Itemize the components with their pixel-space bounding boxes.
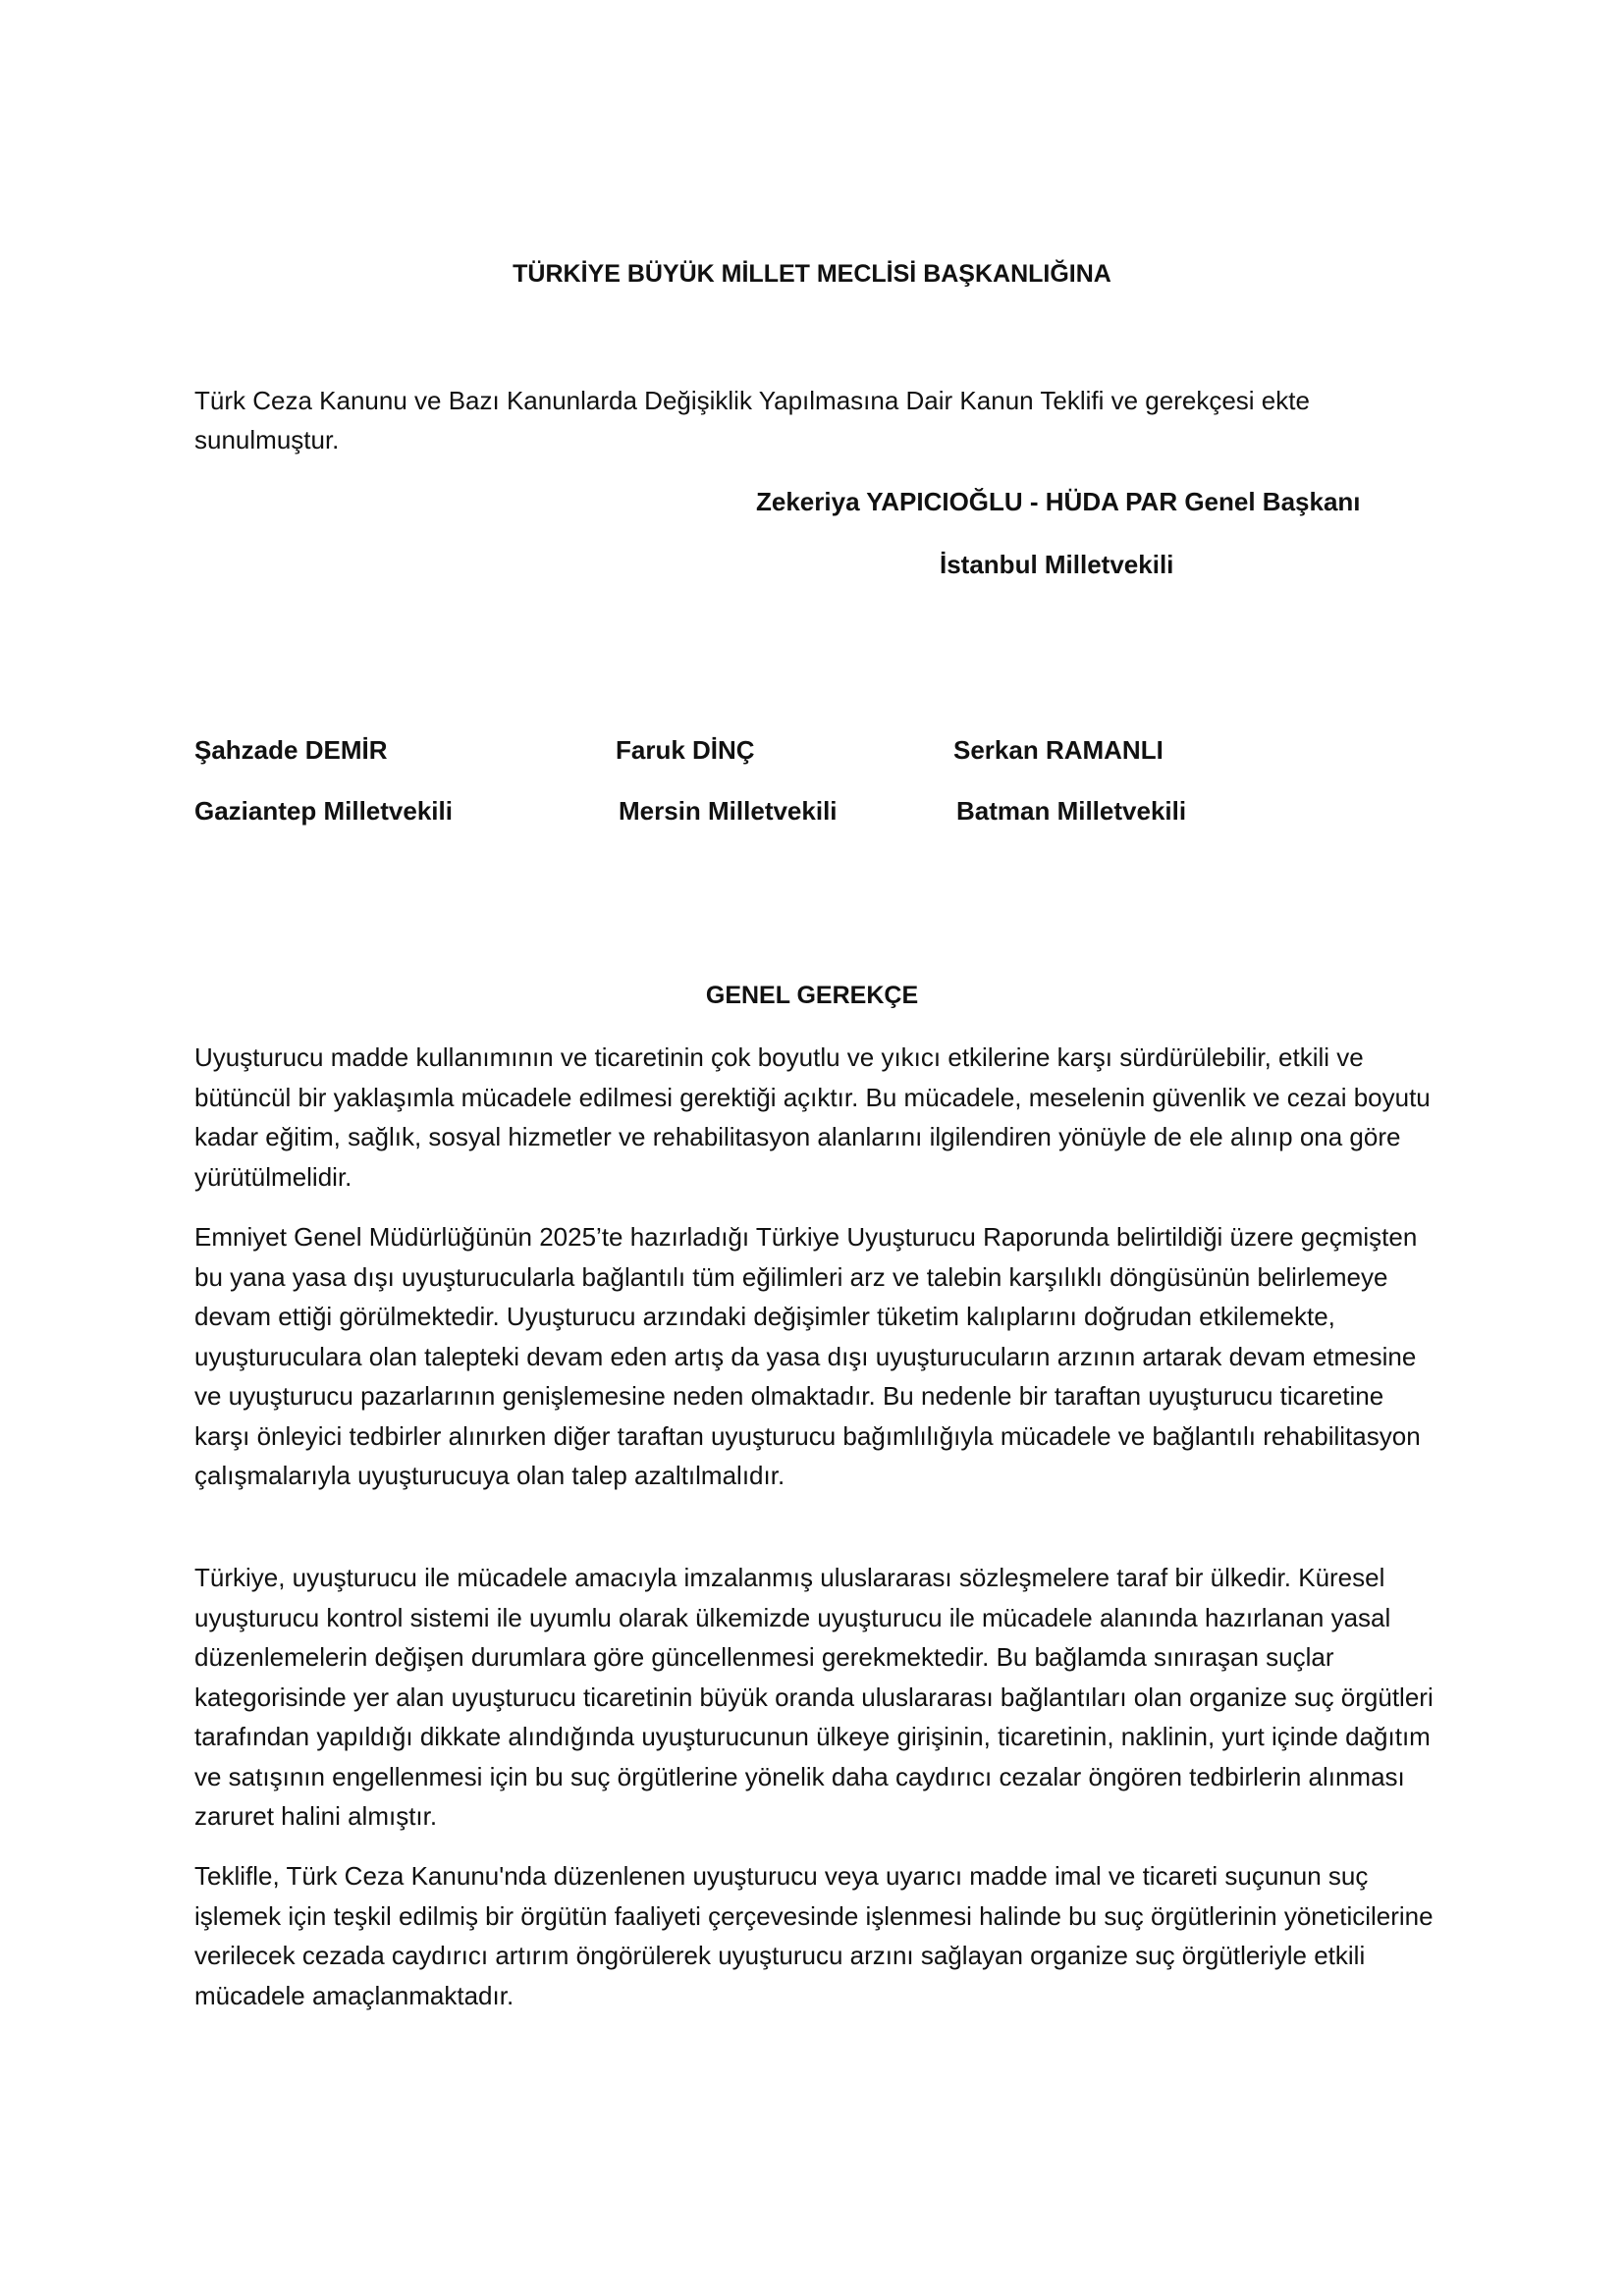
signatory-name-1: Şahzade DEMİR	[194, 735, 388, 765]
signatory-constituency-2: Mersin Milletvekili	[619, 796, 838, 826]
paragraph-2: Emniyet Genel Müdürlüğünün 2025’te hazırladığı Türkiye Uyuşturucu Raporunda belirtildiği üzere geçmişten bu yana yasa dışı uyuşturucularla bağlantılı tüm eğilimleri arz ve talebin karşılıklı döngüsünün belirlemeye devam ettiği görülmektedir. Uyuşturucu arzındaki değişimler tüketim kalıplarını doğrudan etkilemekte, uyuşturuculara olan talepteki devam eden artış da yasa dışı uyuşturucuların arzının artarak devam etmesine ve uyuşturucu pazarlarının genişlemesine neden olmaktadır. Bu nedenle bir taraftan uyuşturucu ticaretine karşı önleyici tedbirler alınırken diğer taraftan uyuşturucu bağımlılığıyla mücadele ve bağlantılı rehabilitasyon çalışmalarıyla uyuşturucuya olan talep azaltılmalıdır.	[194, 1222, 1421, 1490]
proposer-constituency: İstanbul Milletvekili	[940, 550, 1174, 579]
section-title: GENEL GEREKÇE	[705, 982, 919, 1009]
signatory-constituency-1: Gaziantep Milletvekili	[194, 796, 453, 826]
signatory-constituency-3: Batman Milletvekili	[956, 796, 1187, 826]
document-title: TÜRKİYE BÜYÜK MİLLET MECLİSİ BAŞKANLIĞINA	[513, 260, 1111, 288]
intro-text: Türk Ceza Kanunu ve Bazı Kanunlarda Değişiklik Yapılmasına Dair Kanun Teklifi ve gerekçesi ekte sunulmuştur.	[194, 386, 1310, 454]
paragraph-1: Uyuşturucu madde kullanımının ve ticaretinin çok boyutlu ve yıkıcı etkilerine karşı sürdürülebilir, etkili ve bütüncül bir yaklaşımla mücadele edilmesi gerektiği açıktır. Bu mücadele, meselenin güvenlik ve cezai boyutu kadar eğitim, sağlık, sosyal hizmetler ve rehabilitasyon alanlarını ilgilendiren yönüyle de ele alınıp ona göre yürütülmelidir.	[194, 1042, 1431, 1192]
signatory-name-3: Serkan RAMANLI	[953, 735, 1164, 765]
signatory-name-2: Faruk DİNÇ	[616, 735, 755, 765]
proposer-name: Zekeriya YAPICIOĞLU - HÜDA PAR Genel Başkanı	[756, 487, 1361, 516]
paragraph-4: Teklifle, Türk Ceza Kanunu'nda düzenlenen uyuşturucu veya uyarıcı madde imal ve ticareti suçunun suç işlemek için teşkil edilmiş bir örgütün faaliyeti çerçevesinde işlenmesi halinde bu suç örgütlerinin yöneticilerine verilecek cezada caydırıcı artırım öngörülerek uyuşturucu arzını sağlayan organize suç örgütleriyle etkili mücadele amaçlanmaktadır.	[194, 1861, 1434, 2010]
paragraph-3: Türkiye, uyuşturucu ile mücadele amacıyla imzalanmış uluslararası sözleşmelere taraf bir ülkedir. Küresel uyuşturucu kontrol sistemi ile uyumlu olarak ülkemizde uyuşturucu ile mücadele alanında hazırlanan yasal düzenlemelerin değişen durumlara göre güncellenmesi gerekmektedir. Bu bağlamda sınıraşan suçlar kategorisinde yer alan uyuşturucu ticaretinin büyük oranda uluslararası bağlantıları olan organize suç örgütleri tarafından yapıldığı dikkate alındığında uyuşturucunun ülkeye girişinin, ticaretinin, naklinin, yurt içinde dağıtım ve satışının engellenmesi için bu suç örgütlerine yönelik daha caydırıcı cezalar öngören tedbirlerin alınması zaruret halini almıştır.	[194, 1563, 1434, 1831]
